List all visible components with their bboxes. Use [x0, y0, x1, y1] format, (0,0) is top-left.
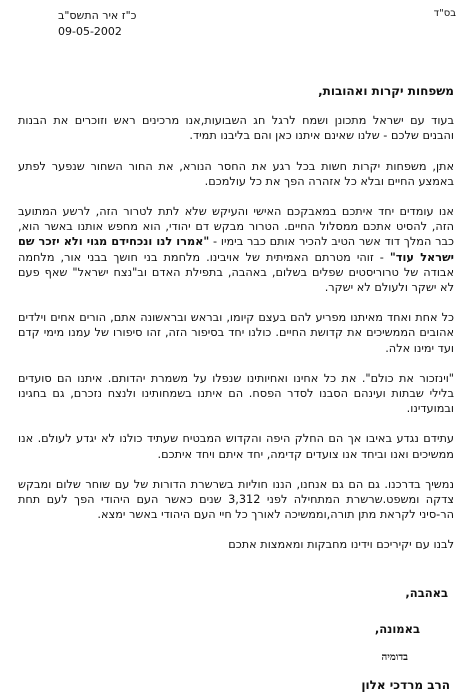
paragraph-3-quote: "אמרו לנו ונכחידם מגוי ולא יזכר שם ישראל עוד": [18, 235, 454, 264]
bsd-mark: בס"ד: [433, 8, 456, 19]
hebrew-date: כ"ז איר התשס"ב: [58, 9, 137, 22]
paragraph-6: עתידם נגדע באיבו אך הם החלק היפה והקדוש המבטיח שעתיד כולנו לא יגדע לעולם. אנו ממשיכים ואנו וביחד אנו צועדים קדימה, יחד איתם ויחד איתכם.: [18, 432, 454, 461]
paragraph-3: [18, 204, 454, 295]
paragraph-3-part-2: - זוהי מטרתם האמיתית של אויבינו. מלחמת בני חושך בבני אור, מלחמה אבודה של טרוריסטים שפלים בשלום, באהבה, בתפילת האדם וב"נצח ישראל" שאף פעם לא ישקר ולעולם לא ישקר.: [18, 250, 454, 295]
paragraph-7: נמשיך בדרכנו. גם הם גם אנחנו, הננו חוליות בשרשרת הדורות של עם שוחר שלום ומבקש צדקה ומשפט.שרשרת המתחילה לפני 3,312 שנים כאשר העם היהודי הפך לעם תחת הר-סיני לקראת מתן תורה,וממשיכה לאורך כל חיי העם היהודי באשר ימצא.: [18, 477, 454, 522]
signer-name: הרב מרדכי אלון: [361, 678, 450, 692]
paragraph-3-part-1: אנו עומדים יחד איתכם במאבקכם האישי והעיקש שלא לתת לטרור הזה, לרשע המתועב הזה, להסיט אתכם ממסלול החיים. הטרור מבקש דם יהודי, הוא מחפש אותנו באשר הוא, כבר המלך דוד אשר הטיב להכיר אותם כבר בימיו -: [18, 205, 454, 249]
gregorian-date: 09-05-2002: [58, 25, 122, 38]
closing-love: באהבה,: [405, 586, 448, 600]
date-block: [58, 8, 136, 40]
paragraph-8: לבנו עם יקיריכם וידינו מחבקות ומאמצות אתכם: [228, 538, 454, 552]
salutation: משפחות יקרות ואהובות,: [318, 84, 454, 98]
closing-signature: בדומיה: [381, 652, 408, 663]
paragraph-4: כל אחת ואחד מאיתנו מפריע להם בעצם קיומו, ובראש ובראשונה אתם, הורים אחים וילדים אהובים הממשיכים את קדושת החיים. כולנו יחד בסיפור הזה, זהו סיפורו של עמנו מימי קדם ועד ימינו אלה.: [18, 311, 454, 355]
paragraph-2: אתן, משפחות יקרות חשות בכל רגע את החסר הנורא, את החור השחור שנפער לפתע באמצע החיים ובלא כל אזהרה הפך את כל עולמכם.: [18, 159, 454, 188]
paragraph-5: "וינזכור את כולם". את כל אחינו ואחיותינו שנפלו על משמרת יהדותם. איתנו הם סועדים בלילי שבתות ועינהם הסבנו לסדר הפסח. הם איתנו בשמחותינו ולנצח נזכרם, גם בחגינו ובמועדינו.: [18, 371, 454, 416]
paragraph-1: בעוד עם ישראל מתכונן ושמח לרגל חג השבועות,אנו מרכינים ראש וזוכרים את הבנות והבנים שלכם - שלנו שאינם איתנו כאן והם בליבנו תמיד.: [18, 114, 454, 143]
letter-body: [18, 84, 454, 568]
closing-faith: באמונה,: [374, 622, 420, 636]
